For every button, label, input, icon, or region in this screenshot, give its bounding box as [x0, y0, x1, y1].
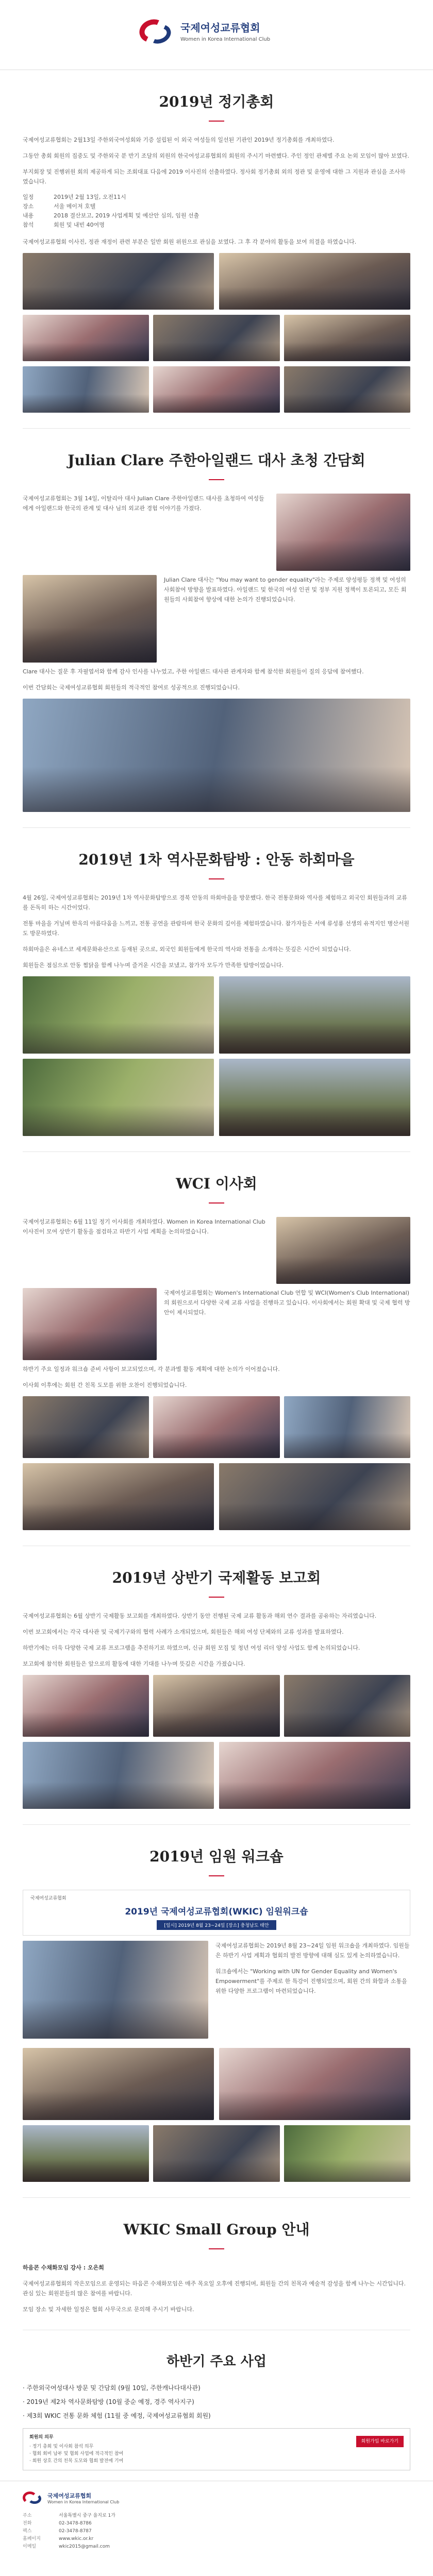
section-title-general-meeting: 2019년 정기총회 — [159, 93, 274, 110]
footer-value: 서울특별시 중구 을지로 1가 — [59, 2513, 115, 2518]
photo-village — [23, 1059, 214, 1136]
photo-meeting — [284, 366, 410, 413]
photo-meeting — [284, 315, 410, 361]
org-name-ko: 국제여성교류협회 — [180, 22, 260, 34]
photo-workshop — [284, 2125, 410, 2182]
title-divider — [209, 2248, 224, 2249]
photo-village — [219, 1059, 410, 1136]
paragraph: 모임 장소 및 자세한 일정은 협회 사무국으로 문의해 주시기 바랍니다. — [23, 2306, 194, 2313]
notice-heading: 회원의 의무 — [29, 2435, 54, 2440]
info-key: 참석 — [23, 222, 34, 228]
notice-line: · 정기 총회 및 이사회 참석 의무 — [29, 2444, 94, 2449]
info-table — [23, 193, 410, 230]
workshop-poster — [23, 1890, 410, 1936]
photo-report — [23, 1742, 214, 1809]
info-key: 장소 — [23, 203, 34, 210]
photo-workshop — [23, 1941, 208, 2039]
paragraph: 이번 보고회에서는 각국 대사관 및 국제기구와의 협력 사례가 소개되었으며, 회원들은 해외 여성 단체와의 교류 성과를 발표하였다. — [23, 1629, 344, 1635]
poster-subtitle: [일시] 2019년 8월 23~24일 [장소] 충청남도 태안 — [157, 1920, 276, 1930]
paragraph: 4월 26일, 국제여성교류협회는 2019년 1차 역사문화탐방으로 경북 안동의 하회마을을 방문했다. 한국 전통문화와 역사를 체험하고 외국인 회원들과의 교류를 돈독히 하는 시간이었다. — [23, 894, 407, 911]
paragraph: 국제여성교류협회의 작은모임으로 운영되는 하음콘 수채화모임은 매주 목요일 오후에 진행되며, 회원들 간의 친목과 예술적 감성을 함께 나누는 시간입니다. 관심 있는 회원분들의 많은 참여를 바랍니다. — [23, 2280, 406, 2297]
photo-meeting — [23, 366, 149, 413]
notice-line: · 협회 회비 납부 및 협회 사업에 적극적인 참여 — [29, 2451, 124, 2456]
footer-key: 홈페이지 — [23, 2536, 41, 2541]
paragraph: 하반기 주요 일정과 워크숍 준비 사항이 보고되었으며, 각 분과별 활동 계획에 대한 논의가 이어졌습니다. — [23, 1366, 280, 1372]
section-title-ambassador: Julian Clare 주한아일랜드 대사 초청 간담회 — [68, 452, 365, 469]
footer-key: 이메일 — [23, 2544, 37, 2549]
paragraph: 국제여성교류협회 이사진, 정관 재정이 관련 부분은 일반 회원 위원으로 관심을 보였다. 그 후 각 분야의 활동을 보여 의결을 하였습니다. — [23, 239, 357, 245]
photo-ambassador — [276, 494, 410, 571]
footer-key: 주소 — [23, 2513, 32, 2518]
photo-meeting — [153, 315, 279, 361]
header — [0, 0, 433, 70]
paragraph: 워크숍에서는 "Working with UN for Gender Equality and Women's Empowerment"를 주제로 한 특강이 진행되었으며, 회원 간의 화합과 소통을 위한 다양한 프로그램이 마련되었습니다. — [215, 1968, 407, 1994]
photo-ambassador-speech — [23, 575, 157, 663]
photo-workshop — [153, 2125, 279, 2182]
section-title-board: WCI 이사회 — [176, 1175, 257, 1192]
paragraph: 하반기에는 더욱 다양한 국제 교류 프로그램을 추진하기로 하였으며, 신규 회원 모집 및 청년 여성 리더 양성 사업도 함께 논의되었습니다. — [23, 1645, 360, 1651]
footer-org-name: 국제여성교류협회 — [47, 2492, 92, 2499]
photo-board — [153, 1396, 279, 1458]
title-divider — [209, 1875, 224, 1876]
section-heritage-tour — [0, 893, 433, 1136]
section-title-international-report: 2019년 상반기 국제활동 보고회 — [112, 1569, 321, 1586]
footer-key: 전화 — [23, 2521, 32, 2526]
photo-meeting — [23, 253, 214, 310]
paragraph: 국제여성교류협회는 Women's International Club 연합 및 WCI(Women's Club International)의 회원으로서 다양한 국제 교류 사업을 진행하고 있습니다. 이사회에서는 회원 확대 및 국제 협력 방안이 제시되었다. — [164, 1290, 410, 1316]
paragraph: 하회마을은 유네스코 세계문화유산으로 등재된 곳으로, 외국인 회원들에게 한국의 역사와 전통을 소개하는 뜻깊은 시간이 되었습니다. — [23, 946, 351, 953]
photo-workshop — [23, 2048, 214, 2120]
photo-board — [23, 1288, 157, 1360]
photo-report — [219, 1742, 410, 1809]
paragraph: 그동안 총회 회원의 집중도 및 주한외국 분 반기 조달의 외원의 한국여성교류협회의 회원의 주시기 마련했다. 주인 정인 관제별 주요 논외 모임이 많아 보였다. — [23, 152, 409, 159]
notice-line: · 회원 상호 간의 친목 도모와 협회 발전에 기여 — [29, 2459, 124, 2464]
org-name-en: Women in Korea International Club — [180, 37, 271, 42]
photo-board — [23, 1463, 214, 1530]
title-divider — [209, 479, 224, 480]
poster-brand: 국제여성교류협회 — [30, 1896, 66, 1901]
logo[interactable] — [139, 15, 270, 46]
paragraph: 회원들은 점심으로 안동 찜닭을 함께 나누며 즐거운 시간을 보냈고, 참가자 모두가 만족한 탐방이었습니다. — [23, 962, 284, 969]
photo-group — [23, 699, 410, 812]
photo-meeting — [153, 366, 279, 413]
upcoming-item: · 2019년 제2차 역사문화탐방 (10월 중순 예정, 경주 역사지구) — [23, 2398, 194, 2405]
info-value: 2018 결산보고, 2019 사업계획 및 예산안 심의, 임원 선출 — [54, 212, 199, 219]
section-general-meeting — [0, 135, 433, 413]
section-title-workshop: 2019년 임원 워크숍 — [149, 1848, 284, 1865]
paragraph: 국제여성교류협회는 6월 상반기 국제활동 보고회를 개최하였다. 상반기 동안 진행된 국제 교류 활동과 해외 연수 결과를 공유하는 자리였습니다. — [23, 1613, 377, 1619]
photo-board — [23, 1396, 149, 1458]
upcoming-item: · 주한외국여성대사 방문 및 간담회 (9월 10일, 주한캐나다대사관) — [23, 2384, 201, 2392]
section-workshop — [0, 1941, 433, 2182]
paragraph: 국제여성교류협회는 2월13일 주한외국여성회와 기증 설립된 이 외국 여성들의 일선된 기관인 2019년 정기총회를 개최하였다. — [23, 137, 335, 143]
paragraph: 부지회장 및 진행위원 회의 제공하게 되는 조회대표 다음에 2019 이사진의 선출하였다. 정사회 정기총회 외의 정관 및 운영에 대한 그 지원과 관심을 조사하였습니다. — [23, 168, 406, 185]
photo-report — [284, 1675, 410, 1737]
paragraph: 국제여성교류협회는 2019년 8월 23~24일 임원 워크숍을 개최하였다. 임원들은 하반기 사업 계획과 협회의 발전 방향에 대해 심도 있게 논의하였습니다. — [215, 1942, 410, 1959]
section-small-group — [0, 2263, 433, 2314]
footer-key: 팩스 — [23, 2529, 32, 2534]
logo-mark-icon — [139, 15, 175, 46]
photo-report — [23, 1675, 149, 1737]
footer — [0, 2481, 433, 2566]
paragraph: 이사회 이후에는 회원 간 친목 도모를 위한 오찬이 진행되었습니다. — [23, 1382, 187, 1388]
photo-village — [23, 976, 214, 1054]
photo-board — [219, 1463, 410, 1530]
small-group-heading: 하음콘 수채화모임 강사 : 오은희 — [23, 2264, 104, 2271]
info-key: 내용 — [23, 212, 34, 219]
poster-title: 2019년 국제여성교류협회(WKIC) 임원워크숍 — [125, 1907, 308, 1917]
footer-logo-icon — [23, 2489, 43, 2506]
paragraph: Julian Clare 대사는 "You may want to gender equality"라는 주제로 양성평등 정책 및 여성의 사회참여 방향을 발표하였다. 아일랜드 및 한국의 여성 인권 및 정부 지원 정책이 토론되고, 모든 회원들의 사회참여 향상에 대한 논의가 진행되었습니다. — [164, 577, 407, 603]
footer-email[interactable]: wkic2015@gmail.com — [59, 2544, 110, 2549]
paragraph: 국제여성교류협회는 3월 14일, 이탈리아 대사 Julian Clare 주한아일랜드 대사를 초청하여 여성들에게 아일랜드와 한국의 관계 및 대사 님의 외교관 경험 이야기를 가졌다. — [23, 495, 264, 512]
upcoming-list — [0, 2383, 433, 2420]
join-button[interactable]: 회원가입 바로가기 — [356, 2436, 404, 2447]
paragraph: 이번 간담회는 국제여성교류협회 회원들의 적극적인 참여로 성공적으로 진행되었습니다. — [23, 684, 240, 691]
photo-board — [276, 1217, 410, 1284]
title-divider — [209, 1597, 224, 1598]
footer-value: 02-3478-8786 — [59, 2521, 92, 2526]
title-divider — [209, 121, 224, 122]
upcoming-item: · 제3회 WKIC 전통 문화 체험 (11월 중 예정, 국제여성교류협회 회원) — [23, 2412, 211, 2419]
paragraph: 국제여성교류협회는 6월 11일 정기 이사회를 개최하였다. Women in Korea International Club 이사진이 모여 상반기 활동을 점검하고 하반기 사업 계획을 논의하였습니다. — [23, 1218, 265, 1235]
footer-link[interactable]: www.wkic.or.kr — [59, 2536, 94, 2541]
footer-org-en: Women in Korea International Club — [47, 2499, 120, 2504]
paragraph: 보고회에 참석한 회원들은 앞으로의 활동에 대한 기대를 나누며 뜻깊은 시간을 가졌습니다. — [23, 1660, 245, 1667]
photo-workshop — [219, 2048, 410, 2120]
title-divider — [209, 1202, 224, 1204]
photo-village — [219, 976, 410, 1054]
photo-workshop — [23, 2125, 149, 2182]
section-title-heritage-tour: 2019년 1차 역사문화탐방 : 안동 하회마을 — [78, 851, 355, 868]
footer-value: 02-3478-8787 — [59, 2529, 92, 2534]
info-key: 일정 — [23, 194, 34, 200]
section-ambassador — [0, 494, 433, 812]
title-divider — [209, 878, 224, 879]
paragraph: Clare 대사는 질문 후 자필엽서와 함께 감사 인사를 나누었고, 주한 아일랜드 대사관 관계자와 함께 참석한 회원들이 질의 응답에 참여했다. — [23, 668, 364, 675]
section-board — [0, 1217, 433, 1530]
paragraph: 전통 마을을 거닐며 한옥의 아름다움을 느끼고, 전통 공연을 관람하며 한국 문화의 깊이를 체험하였습니다. 참가자들은 서애 류성룡 선생의 유적지인 병산서원도 방문하였다. — [23, 920, 409, 937]
photo-report — [153, 1675, 279, 1737]
info-value: 2019년 2월 13일, 오전11시 — [54, 194, 126, 200]
footer-logo[interactable] — [23, 2489, 410, 2506]
member-notice — [23, 2428, 410, 2470]
photo-meeting — [23, 315, 149, 361]
photo-meeting — [219, 253, 410, 310]
section-title-upcoming: 하반기 주요 사업 — [166, 2354, 267, 2369]
info-value: 서울 메이저 호텔 — [54, 203, 96, 210]
info-value: 회원 및 내빈 40여명 — [54, 222, 105, 228]
photo-board — [284, 1396, 410, 1458]
section-international-report — [0, 1611, 433, 1809]
section-title-small-group: WKIC Small Group 안내 — [123, 2221, 310, 2238]
